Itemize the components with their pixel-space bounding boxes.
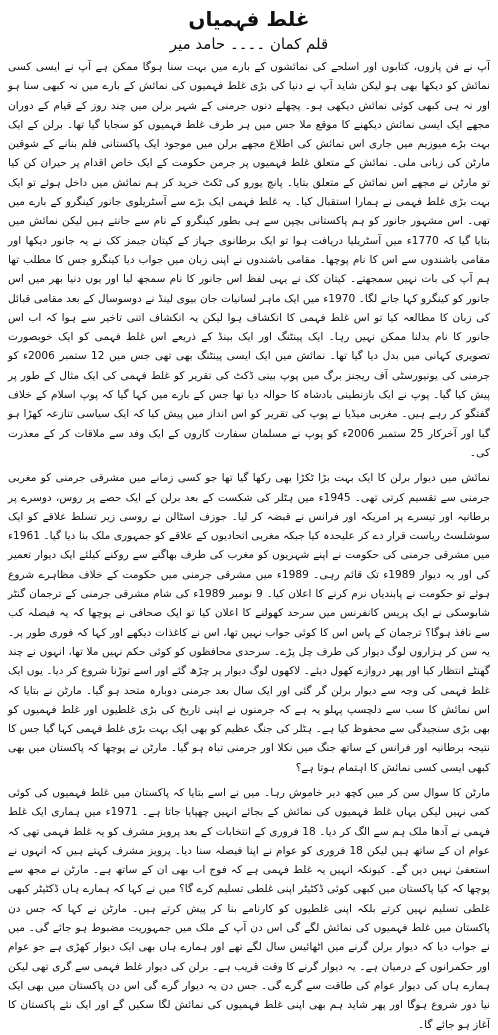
column-byline: قلم کمان ۔۔۔۔ حامد میر	[169, 35, 329, 53]
article-paragraph-2: نمائش میں دیوار برلن کا ایک بہت بڑا ٹکڑا بھی رکھا گیا تھا جو کسی زمانے میں مشرقی جرمنی کو مغربی جرمنی سے تقسیم کرتی تھی۔ 1945ء میں ہٹلر کی شکست کے بعد برلن کے ایک حصے پر روس، دوسرے پر برطانیہ اور تیسرے پر امریکہ اور فرانس نے قبضہ کر لیا۔ جوزف اسٹالن نے روسی زیر تسلط علاقے کو ایک سوشلسٹ ریاست قرار دے کر علیحدہ کیا جبکہ مغربی اتحادیوں کے علاقے کو جمہوری ملک بنا دیا گیا۔ 1961ء میں مشرقی جرمنی کی حکومت نے اپنے شہریوں کو مغرب کی طرف بھاگنے سے روکنے کیلئے ایک دیوار تعمیر کی اور یہ دیوار 1989ء تک قائم رہی۔ 1989ء میں مشرقی جرمنی میں حکومت کے خلاف مظاہرے شروع ہوئے تو حکومت نے پابندیاں نرم کرنے کا اعلان کیا۔ 9 نومبر 1989ء کی شام مشرقی جرمنی کے ترجمان گنٹر شابوسکی نے ایک پریس کانفرنس میں سرحد کھولنے کا اعلان کیا تو ایک صحافی نے پوچھا کہ یہ فیصلہ کب سے نافذ ہوگا؟ ترجمان کے پاس اس کا کوئی جواب نہیں تھا، اس نے کاغذات دیکھے اور کہا کہ فوری طور پر۔ یہ سن کر ہزاروں لوگ دیوار کی طرف چل پڑے۔ سرحدی محافظوں کو کوئی حکم نہیں ملا تھا، انہوں نے چند گھنٹے انتظار کیا اور پھر دروازے کھول دیئے۔ لاکھوں لوگ دیوار پر چڑھ گئے اور اسے توڑنا شروع کر دیا۔ یوں ایک غلط فہمی کی وجہ سے دیوار برلن گر گئی اور ایک سال بعد جرمنی دوبارہ متحد ہو گیا۔ مارٹن نے بتایا کہ اس نمائش کا سب سے دلچسپ پہلو یہ ہے کہ جرمنوں نے اپنی تاریخ کی بڑی غلطیوں اور غلط فہمیوں کو بھی بڑی سنجیدگی سے محفوظ کیا ہے۔ ہٹلر کی جنگ عظیم کو بھی ایک بہت بڑی غلط فہمی کہا گیا جس کا نتیجہ برطانیہ اور فرانس کے ساتھ جنگ میں نکلا اور جرمنی تباہ ہو گیا۔ مارٹن نے پوچھا کہ پاکستان میں بھی کبھی ایسی کسی نمائش کا اہتمام ہوتا ہے؟	[8, 472, 490, 774]
article-paragraph-3: مارٹن کا سوال سن کر میں کچھ دیر خاموش رہا۔ میں نے اسے بتایا کہ پاکستان میں غلط فہمیوں کی کوئی کمی نہیں لیکن یہاں غلط فہمیوں کی نمائش کے بجائے انہیں چھپایا جاتا ہے۔ 1971ء میں ہماری ایک غلط فہمی نے آدھا ملک ہم سے الگ کر دیا۔ 18 فروری کے انتخابات کے بعد پرویز مشرف کو یہ غلط فہمی تھی کہ عوام ان کے ساتھ ہیں لیکن 18 فروری کو عوام نے اپنا فیصلہ سنا دیا۔ پرویز مشرف کہتے ہیں کہ انہوں نے استعفیٰ نہیں دیں گے۔ کیونکہ انہیں یہ غلط فہمی ہے کہ فوج اب بھی ان کے ساتھ ہے۔ مارٹن نے مجھ سے پوچھا کہ کیا پاکستان میں کبھی کوئی ڈکٹیٹر اپنی غلطی تسلیم کرے گا؟ میں نے کہا کہ ہمارے ہاں ڈکٹیٹر کبھی غلطی تسلیم نہیں کرتے بلکہ اپنی غلطیوں کو کارنامے بنا کر پیش کرتے ہیں۔ مارٹن نے کہا کہ جس دن پاکستان میں غلط فہمیوں کی نمائش لگے گی اس دن آپ کے ملک میں جمہوریت مضبوط ہو جائے گی۔ میں نے جواب دیا کہ دیوار برلن گرنے میں اٹھائیس سال لگے تھے اور ہمارے ہاں بھی ایک دیوار کھڑی ہے جو عوام اور حکمرانوں کے درمیان ہے۔ یہ دیوار گرنے کا وقت قریب ہے۔ برلن کی دیوار غلط فہمی سے گری تھی لیکن ہمارے ہاں کی دیوار عوام کی طاقت سے گرے گی۔ جس دن یہ دیوار گرے گی اس دن پاکستان میں بھی ایک نیا دور شروع ہوگا اور پھر شاید ہم بھی اپنی غلط فہمیوں کی نمائش لگا سکیں گے اور ایک نئے پاکستان کا آغاز ہو جائے گا۔	[8, 786, 491, 1031]
column-title: غلط فہمیاں	[188, 7, 310, 31]
article-paragraph-1: آپ نے فن پاروں، کتابوں اور اسلحے کی نمائشوں کے بارے میں بہت سنا ہوگا ممکن ہے آپ نے ایسی کسی نمائش کو دیکھا بھی ہو لیکن شاید آپ نے دنیا کی بڑی غلط فہمیوں کی نمائش کے بارے میں نہ کبھی سنا ہو اور نہ ہی کبھی کوئی نمائش دیکھی ہو۔ پچھلے دنوں جرمنی کے شہر برلن میں چند روز کے قیام کے دوران مجھے ایک ایسی نمائش دیکھنے کا موقع ملا جس میں ہر طرف غلط فہمیوں کو سجایا گیا تھا۔ برلن کے ایک بہت بڑے میوزیم میں جاری اس نمائش کی اطلاع مجھے برلن میں موجود ایک پاکستانی فلم بنانے کے شوقین مارٹن کی زبانی ملی۔ نمائش کے متعلق غلط فہمیوں پر جرمن حکومت کے ایک خاص اقدام پر حیران کن کیا تو مارٹن نے مجھے اس نمائش کے متعلق بتایا۔ پانچ یورو کی ٹکٹ خرید کر ہم نمائش میں داخل ہوئے تو ایک بہت بڑی غلط فہمی نے ہمارا استقبال کیا۔ یہ غلط فہمی ایک بڑے سے آسٹریلوی جانور کینگرو کے بارے میں تھی۔ اس مشہور جانور کو ہم پاکستانی بچپن سے ہی بطور کینگرو کے نام سے جانتے ہیں لیکن نمائش میں بتایا گیا کہ 1770ء میں آسٹریلیا دریافت ہوا تو ایک برطانوی جہاز کے کپتان جیمز کک نے یہ جانور دیکھا اور مقامی باشندوں سے اس کا نام پوچھا۔ مقامی باشندوں نے اپنی زبان میں جواب دیا کینگرو جس کا مطلب تھا ہم آپ کی بات نہیں سمجھتے۔ کپتان کک نے یہی لفظ اس جانور کا نام سمجھ لیا اور یوں دنیا بھر میں اس جانور کو کینگرو کہا جانے لگا۔ 1970ء میں ایک ماہر لسانیات جان بیوی لینڈ نے دوسوسال کے بعد مقامی قبائل کی زبان کا مطالعہ کیا تو اس غلط فہمی کا انکشاف ہوا لیکن یہ انکشاف اتنی تاخیر سے ہوا کہ اب اس جانور کا نام بدلنا ممکن نہیں رہا۔ ایک پینٹنگ اور ایک بینڈ کے ذریعے اس غلط فہمی کو ایک خوبصورت تصویری کہانی میں بدل دیا گیا تھا۔ نمائش میں ایک ایسی پینٹنگ بھی تھی جس میں 12 ستمبر 2006ء کو جرمنی کی یونیورسٹی آف ریجنز برگ میں پوپ بینی ڈکٹ کی تقریر کو غلط فہمی کی ایک مثال کے طور پر پیش کیا گیا۔ پوپ نے ایک بازنطینی بادشاہ کا حوالہ دیا تھا جس کے بارے میں کہا گیا کہ پوپ اسلام کے خلاف گفتگو کر رہے ہیں۔ مغربی میڈیا نے پوپ کی تقریر کو اس انداز میں پیش کیا کہ ایک سیاسی تنازعہ کھڑا ہو گیا اور آخرکار 25 ستمبر 2006ء کو پوپ نے مسلمان سفارت کاروں کے ایک وفد سے ملاقات کر کے معذرت کی۔	[8, 61, 490, 459]
article-body	[8, 58, 490, 1035]
